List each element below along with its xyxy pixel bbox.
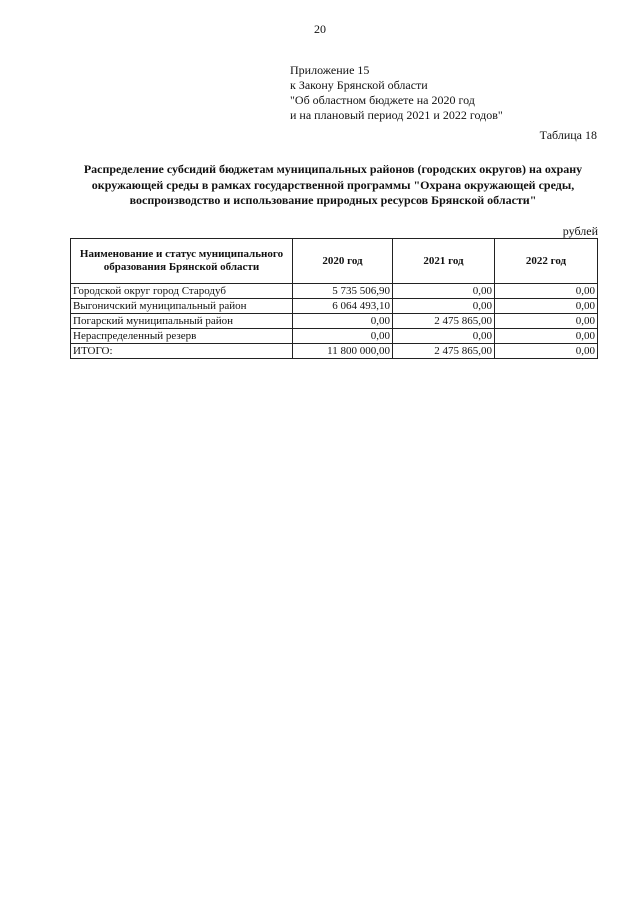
total-2022-cell: 0,00: [495, 344, 598, 359]
column-header-2021: 2021 год: [393, 239, 495, 284]
document-title: Распределение субсидий бюджетам муниципальных районов (городских округов) на охрану окружающей среды в рамках государственной программы "Охрана окружающей среды, воспроизводство и использование природных ресурсов Брянской области": [83, 162, 583, 207]
value-2022-cell: 0,00: [495, 299, 598, 314]
column-header-2020: 2020 год: [293, 239, 393, 284]
appendix-line: к Закону Брянской области: [290, 78, 428, 92]
total-2021-cell: 2 475 865,00: [393, 344, 495, 359]
appendix-line: и на плановый период 2021 и 2022 годов": [290, 108, 503, 122]
column-header-2022: 2022 год: [495, 239, 598, 284]
table-row: [71, 284, 598, 299]
table-row: [71, 299, 598, 314]
value-2022-cell: 0,00: [495, 284, 598, 299]
value-2021-cell: 2 475 865,00: [393, 314, 495, 329]
page-number: 20: [314, 22, 326, 36]
value-2021-cell: 0,00: [393, 329, 495, 344]
total-2020-cell: 11 800 000,00: [293, 344, 393, 359]
value-2022-cell: 0,00: [495, 329, 598, 344]
table-header-row: [71, 239, 598, 284]
value-2021-cell: 0,00: [393, 284, 495, 299]
column-header-name: Наименование и статус муниципального образования Брянской области: [71, 239, 293, 284]
row-name-cell: Погарский муниципальный район: [71, 314, 293, 329]
table-total-row: [71, 344, 598, 359]
row-name-cell: Выгоничский муниципальный район: [71, 299, 293, 314]
value-2022-cell: 0,00: [495, 314, 598, 329]
appendix-line: "Об областном бюджете на 2020 год: [290, 93, 475, 107]
row-name-cell: Городской округ город Стародуб: [71, 284, 293, 299]
value-2020-cell: 5 735 506,90: [293, 284, 393, 299]
value-2020-cell: 0,00: [293, 314, 393, 329]
total-label-cell: ИТОГО:: [71, 344, 293, 359]
value-2021-cell: 0,00: [393, 299, 495, 314]
table-row: [71, 329, 598, 344]
appendix-line: Приложение 15: [290, 63, 370, 77]
row-name-cell: Нераспределенный резерв: [71, 329, 293, 344]
value-2020-cell: 0,00: [293, 329, 393, 344]
appendix-block: [290, 63, 503, 123]
table-row: [71, 314, 598, 329]
table-label: Таблица 18: [539, 128, 597, 142]
units-label: рублей: [562, 224, 598, 238]
value-2020-cell: 6 064 493,10: [293, 299, 393, 314]
subsidy-table: [70, 238, 598, 359]
